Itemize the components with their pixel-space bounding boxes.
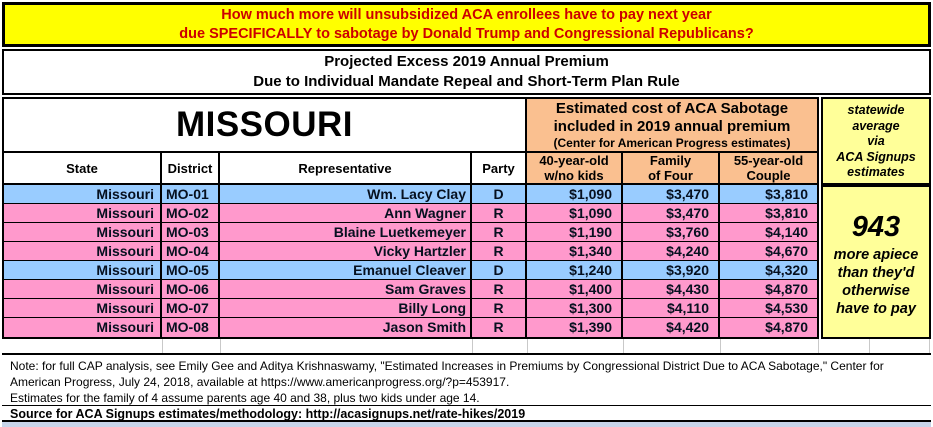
table-row — [4, 204, 817, 223]
gridline-cell — [2, 339, 163, 353]
column-header-row — [4, 153, 817, 185]
party-cell: R — [472, 318, 527, 337]
column-header-55yo — [720, 153, 817, 183]
sidebar-header-line-1: statewide — [847, 103, 905, 117]
sabotage-header-line-2: included in 2019 annual premium — [553, 118, 791, 135]
sidebar-header — [821, 97, 931, 185]
statewide-average-value: 943 — [851, 211, 901, 243]
state-cell: Missouri — [4, 242, 162, 260]
representative-cell: Emanuel Cleaver — [220, 261, 472, 279]
column-header-family-line2: of Four — [648, 168, 693, 183]
party-cell: D — [472, 185, 527, 203]
premium-table — [2, 97, 819, 339]
cost-family-cell: $3,760 — [623, 223, 720, 241]
cost-40yo-cell: $1,300 — [527, 299, 623, 317]
state-cell: Missouri — [4, 204, 162, 222]
cost-55yo-cell: $4,320 — [765, 262, 808, 278]
party-cell: R — [472, 299, 527, 317]
table-row — [4, 299, 817, 318]
district-cell: MO-02 — [162, 204, 220, 222]
source-line: Source for ACA Signups estimates/methodology: http://acasignups.net/rate-hikes/2019 — [2, 405, 931, 422]
district-cell: MO-03 — [162, 223, 220, 241]
column-header-party: Party — [472, 153, 527, 183]
state-cell: Missouri — [4, 185, 162, 203]
sabotage-cost-header — [527, 99, 817, 151]
gridline-cell — [163, 339, 221, 353]
cost-40yo-cell: $1,090 — [527, 185, 623, 203]
representative-cell: Wm. Lacy Clay — [220, 185, 472, 203]
headline-line-2: due SPECIFICALLY to sabotage by Donald Trump and Congressional Republicans? — [179, 25, 754, 42]
footnote-line-2: American Progress, July 24, 2018, available at https://www.americanprogress.org/?p=453917. — [10, 375, 510, 389]
table-row — [4, 318, 817, 337]
footnote-block — [2, 353, 931, 405]
cost-family-cell: $4,420 — [623, 318, 720, 337]
statewide-average-box — [821, 185, 931, 339]
column-header-family — [623, 153, 720, 183]
cost-55yo-cell: $4,870 — [765, 281, 808, 297]
column-header-family-line1: Family — [649, 153, 692, 168]
state-title: MISSOURI — [4, 99, 527, 151]
column-header-district: District — [162, 153, 220, 183]
average-caption-line-4: have to pay — [836, 301, 916, 317]
average-caption-line-1: more apiece — [833, 247, 919, 263]
state-cell: Missouri — [4, 223, 162, 241]
gridline-cell — [819, 339, 870, 353]
headline-line-1: How much more will unsubsidized ACA enrollees have to pay next year — [221, 6, 712, 23]
cost-family-cell: $3,470 — [623, 204, 720, 222]
district-cell: MO-08 — [162, 318, 220, 337]
district-cell: MO-05 — [162, 261, 220, 279]
party-cell: R — [472, 242, 527, 260]
cost-40yo-cell: $1,090 — [527, 204, 623, 222]
representative-cell: Vicky Hartzler — [220, 242, 472, 260]
footnote-line-1: Note: for full CAP analysis, see Emily Gee and Aditya Krishnaswamy, "Estimated Increases in Premiums by Congressional District Due to ACA Sabotage," Center for — [10, 359, 884, 373]
gridline-cell — [624, 339, 721, 353]
cost-40yo-cell: $1,340 — [527, 242, 623, 260]
statewide-average-caption — [823, 246, 929, 318]
cost-family-cell: $4,240 — [623, 242, 720, 260]
column-header-55yo-line2: Couple — [746, 168, 791, 183]
subtitle-box — [2, 49, 931, 95]
table-body — [4, 185, 817, 337]
sidebar-header-line-3: via — [867, 134, 885, 148]
representative-cell: Sam Graves — [220, 280, 472, 298]
column-header-55yo-line1: 55-year-old — [733, 153, 804, 168]
cost-55yo-cell: $4,140 — [765, 224, 808, 240]
party-cell: R — [472, 223, 527, 241]
gridline-cell — [221, 339, 473, 353]
sidebar-header-line-5: estimates — [847, 165, 905, 179]
party-cell: R — [472, 280, 527, 298]
cost-55yo-cell: $3,810 — [765, 205, 808, 221]
column-header-state: State — [4, 153, 162, 183]
table-row — [4, 280, 817, 299]
district-cell: MO-06 — [162, 280, 220, 298]
state-cell: Missouri — [4, 318, 162, 337]
representative-cell: Billy Long — [220, 299, 472, 317]
table-row — [4, 242, 817, 261]
cost-40yo-cell: $1,240 — [527, 261, 623, 279]
table-row — [4, 185, 817, 204]
cost-family-cell: $4,430 — [623, 280, 720, 298]
cost-55yo-cell: $3,810 — [765, 186, 808, 202]
district-cell: MO-07 — [162, 299, 220, 317]
sabotage-header-line-1: Estimated cost of ACA Sabotage — [555, 100, 789, 117]
subtitle-line-2: Due to Individual Mandate Repeal and Short-Term Plan Rule — [253, 73, 680, 90]
average-caption-line-3: otherwise — [842, 283, 910, 299]
party-cell: D — [472, 261, 527, 279]
gridline-cell — [721, 339, 819, 353]
district-cell: MO-01 — [162, 185, 220, 203]
representative-cell: Ann Wagner — [220, 204, 472, 222]
representative-cell: Jason Smith — [220, 318, 472, 337]
gridline-cell — [473, 339, 528, 353]
headline-banner — [2, 2, 931, 47]
cost-family-cell: $4,110 — [623, 299, 720, 317]
sabotage-header-line-3: (Center for American Progress estimates) — [553, 136, 791, 150]
cost-40yo-cell: $1,400 — [527, 280, 623, 298]
statewide-average-sidebar — [821, 97, 931, 339]
column-header-40yo-line2: w/no kids — [544, 168, 604, 183]
party-cell: R — [472, 204, 527, 222]
footnote-line-3: Estimates for the family of 4 assume parents age 40 and 38, plus two kids under age 14. — [10, 391, 480, 405]
state-cell: Missouri — [4, 299, 162, 317]
cost-40yo-cell: $1,190 — [527, 223, 623, 241]
cost-40yo-cell: $1,390 — [527, 318, 623, 337]
state-cell: Missouri — [4, 261, 162, 279]
sidebar-header-line-4: ACA Signups — [836, 149, 916, 164]
cost-55yo-cell: $4,870 — [765, 319, 808, 335]
table-row — [4, 261, 817, 280]
cost-55yo-cell: $4,670 — [765, 243, 808, 259]
state-cell: Missouri — [4, 280, 162, 298]
table-row — [4, 223, 817, 242]
cost-family-cell: $3,920 — [623, 261, 720, 279]
gridline-cell — [528, 339, 624, 353]
empty-spreadsheet-strip — [2, 339, 931, 353]
column-header-40yo-line1: 40-year-old — [539, 153, 609, 168]
cost-family-cell: $3,470 — [623, 185, 720, 203]
cost-55yo-cell: $4,530 — [765, 300, 808, 316]
column-header-representative: Representative — [220, 153, 472, 183]
representative-cell: Blaine Luetkemeyer — [220, 223, 472, 241]
bottom-gray-strip — [2, 422, 931, 427]
average-caption-line-2: than they'd — [837, 265, 915, 281]
subtitle-line-1: Projected Excess 2019 Annual Premium — [324, 53, 609, 70]
gridline-cell — [870, 339, 930, 353]
column-header-40yo — [527, 153, 623, 183]
table-title-row — [4, 99, 817, 153]
sidebar-header-line-2: average — [852, 118, 900, 133]
district-cell: MO-04 — [162, 242, 220, 260]
main-content — [2, 97, 931, 339]
